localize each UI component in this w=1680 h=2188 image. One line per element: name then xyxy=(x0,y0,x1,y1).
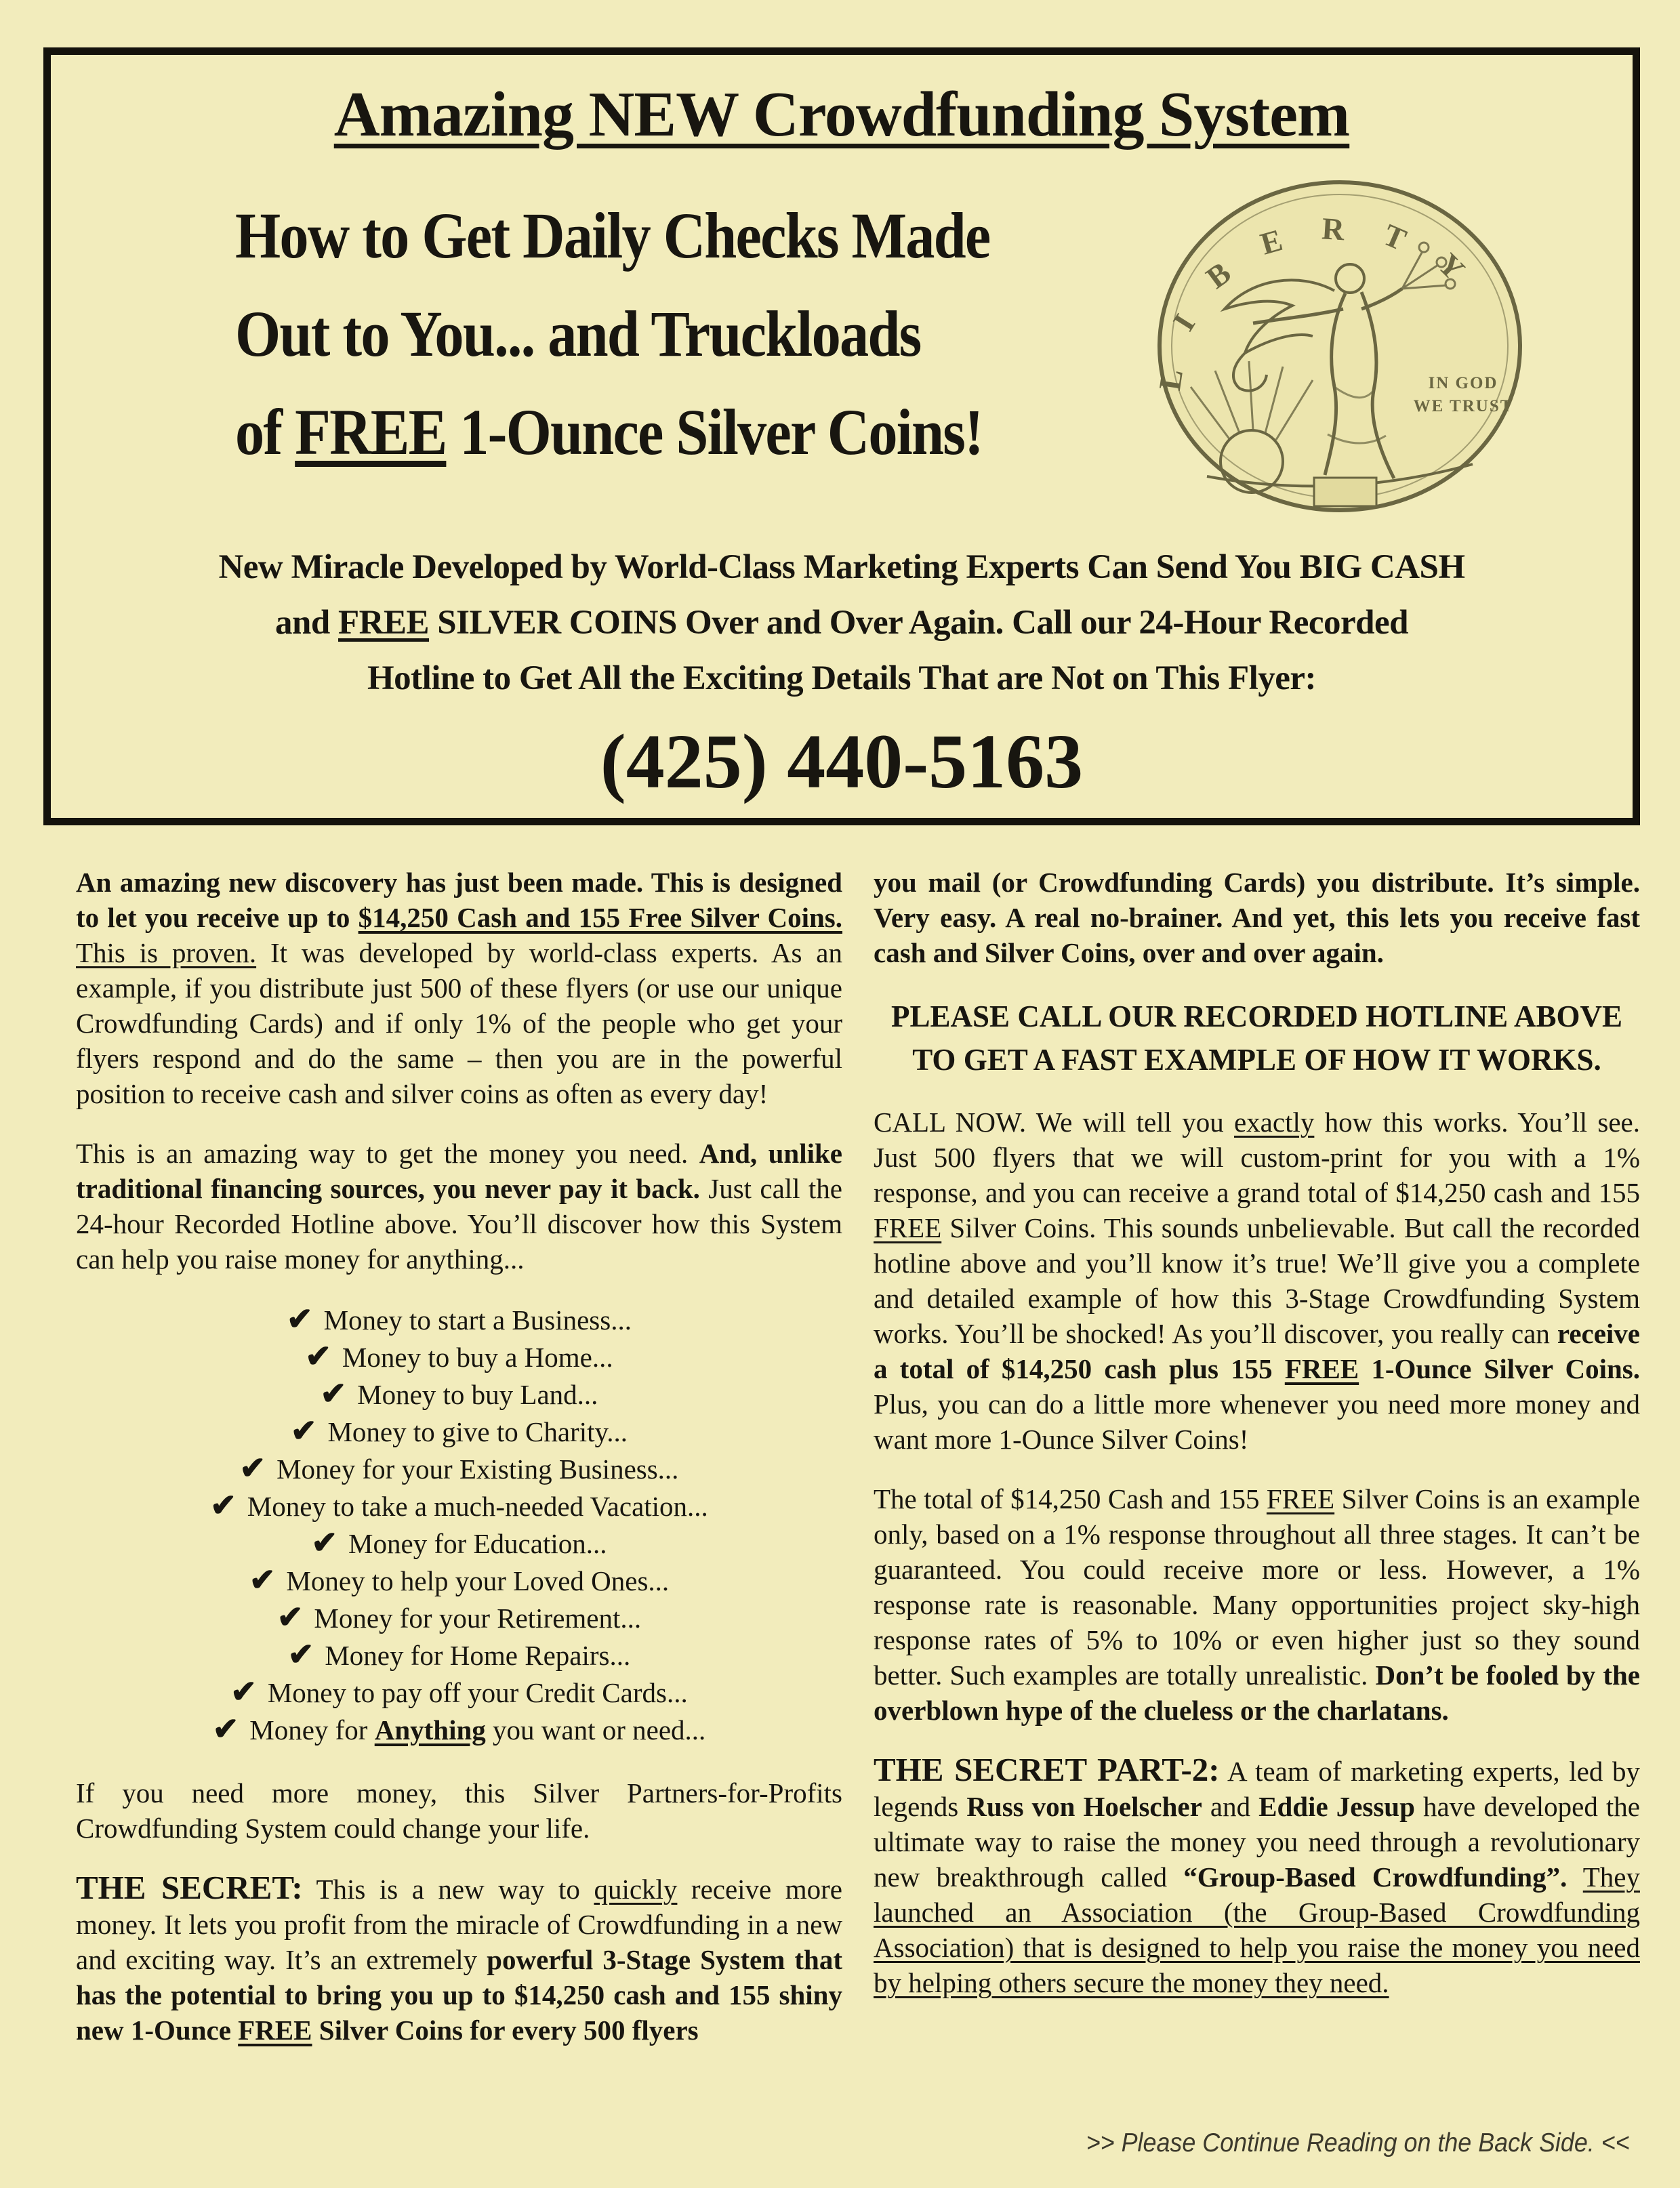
subtitle-line-3: Hotline to Get All the Exciting Details That are Not on This Flyer: xyxy=(367,659,1317,697)
checklist-item-label: Money to pay off your Credit Cards... xyxy=(267,1677,688,1708)
subtitle-line-1: New Miracle Developed by World-Class Marketing Experts Can Send You BIG CASH xyxy=(218,548,1465,586)
silver-coin-image xyxy=(1150,177,1530,519)
right-column xyxy=(874,865,1640,2072)
body-columns xyxy=(76,865,1640,2072)
call-now-paragraph: CALL NOW. We will tell you exactly how this works. You’ll see. Just 500 flyers that we will custom-print for you with a 1% response, and you can receive a grand total of $14,250 cash and 155 FREE Silver Coins. This sounds unbelievable. But call the recorded hotline above and you’ll know it’s true! We’ll give you a complete and detailed example of how this 3-Stage Crowdfunding System works. You’ll be shocked! As you’ll discover, you really can receive a total of $14,250 cash plus 155 FREE 1-Ounce Silver Coins. Plus, you can do a little more whenever you need more money and want more 1-Ounce Silver Coins! xyxy=(874,1107,1640,1455)
intro-paragraph: An amazing new discovery has just been made. This is designed to let you receive up to $14,250 Cash and 155 Free Silver Coins. This is proven. It was developed by world-class experts. As an example, if you distribute just 500 of these flyers (or use our unique Crowdfunding Cards) and if only 1% of the people who get your flyers respond and do the same – then you are in the powerful position to receive cash and silver coins as often as every day! xyxy=(76,867,842,1109)
never-pay-back-paragraph: This is an amazing way to get the money you need. And, unlike traditional financing sources, you never pay it back. Just call the 24-hour Recorded Hotline above. You’ll discover how this System can help you raise money for anything... xyxy=(76,1138,843,1275)
checkmark-icon: ✔ xyxy=(276,1600,304,1634)
checklist-item xyxy=(76,1711,842,1748)
checklist-item-label: Money to buy a Home... xyxy=(342,1342,613,1373)
checkmark-icon: ✔ xyxy=(230,1674,257,1709)
checkmark-icon: ✔ xyxy=(212,1712,239,1746)
checklist-item-label: Money to buy Land... xyxy=(357,1379,598,1410)
checklist-item xyxy=(76,1674,842,1711)
subtitle xyxy=(51,539,1633,706)
checklist-item xyxy=(76,1636,842,1674)
headline xyxy=(235,186,1059,519)
checklist-item-label: Money for your Existing Business... xyxy=(276,1453,679,1485)
disclaimer-paragraph: The total of $14,250 Cash and 155 FREE Silver Coins is an example only, based on a 1% response throughout all three stages. It can’t be guaranteed. You could receive more or less. However, a 1% response rate is reasonable. Many opportunities project sky-high response rates of 5% to 10% or even higher just so they sound better. Such examples are totally unrealistic. Don’t be fooled by the overblown hype of the clueless or the charlatans. xyxy=(874,1483,1641,1726)
checklist-item xyxy=(76,1525,842,1562)
checklist-item xyxy=(76,1450,842,1487)
call-hotline-heading: PLEASE CALL OUR RECORDED HOTLINE ABOVE TO GET A FAST EXAMPLE OF HOW IT WORKS. xyxy=(891,999,1622,1077)
checklist-item xyxy=(76,1599,842,1636)
checklist-item-label: Money for Home Repairs... xyxy=(325,1640,631,1671)
checklist-item-label: Money for your Retirement... xyxy=(314,1603,642,1634)
continuation-paragraph: you mail (or Crowdfunding Cards) you distribute. It’s simple. Very easy. A real no-brainer. And yet, this lets you receive fast cash and Silver Coins, over and over again. xyxy=(874,867,1640,968)
coin-motto-line2: WE TRUST xyxy=(1413,397,1513,415)
checkmark-icon: ✔ xyxy=(290,1413,317,1448)
checklist-item-label: Money to help your Loved Ones... xyxy=(286,1565,670,1596)
checklist-item-label: Money for Education... xyxy=(348,1528,607,1559)
headline-line-3: of FREE 1-Ounce Silver Coins! xyxy=(235,396,983,468)
checkmark-icon: ✔ xyxy=(239,1451,266,1485)
checklist-item xyxy=(76,1487,842,1525)
checkmark-icon: ✔ xyxy=(305,1339,331,1374)
headline-row xyxy=(51,186,1633,519)
checkmark-icon: ✔ xyxy=(210,1488,237,1523)
checkmark-icon: ✔ xyxy=(320,1376,347,1411)
checklist-item xyxy=(76,1301,842,1338)
coin-motto-line1: IN GOD xyxy=(1428,374,1498,392)
checkmark-icon: ✔ xyxy=(249,1563,276,1597)
continue-reading-note: >> Please Continue Reading on the Back Side. << xyxy=(1086,2128,1630,2158)
checklist-item xyxy=(76,1338,842,1376)
checkmark-icon: ✔ xyxy=(287,1302,313,1336)
coin-liberty-text: LIBERTY xyxy=(1152,211,1498,393)
change-your-life-paragraph: If you need more money, this Silver Partners-for-Profits Crowdfunding System could change your life. xyxy=(76,1777,842,1844)
the-secret-paragraph: THE SECRET: This is a new way to quickly receive more money. It lets you profit from the miracle of Crowdfunding in a new and exciting way. It’s an extremely powerful 3-Stage System that has the potential to bring you up to $14,250 cash and 155 shiny new 1-Ounce FREE Silver Coins for every 500 flyers xyxy=(76,1869,842,2046)
checkmark-icon: ✔ xyxy=(311,1525,338,1560)
flyer-title: Amazing NEW Crowdfunding System xyxy=(333,79,1350,150)
checklist-item xyxy=(76,1376,842,1413)
money-checklist xyxy=(76,1301,842,1748)
checklist-item xyxy=(76,1413,842,1450)
checkmark-icon: ✔ xyxy=(287,1637,314,1672)
subtitle-line-2: and FREE SILVER COINS Over and Over Again. Call our 24-Hour Recorded xyxy=(275,604,1408,642)
checklist-item-label: Money to give to Charity... xyxy=(327,1416,628,1447)
checklist-item-label: Money to take a much-needed Vacation... xyxy=(247,1491,708,1522)
left-column xyxy=(76,865,842,2072)
headline-line-2: Out to You... and Truckloads xyxy=(235,297,921,370)
checklist-item xyxy=(76,1562,842,1599)
secret-part2-paragraph: THE SECRET PART-2: A team of marketing experts, led by legends Russ von Hoelscher and Eddie Jessup have developed the ultimate way to raise the money you need through a revolutionary new breakthrough called “Group-Based Crowdfunding”. They launched an Association (the Group-Based Crowdfunding Association) that is designed to help you raise the money you need by helping others secure the money they need. xyxy=(874,1751,1640,1998)
headline-line-1: How to Get Daily Checks Made xyxy=(235,199,990,272)
checklist-item-label: Money to start a Business... xyxy=(323,1304,632,1336)
header-box xyxy=(43,47,1640,825)
hotline-phone-number: (425) 440-5163 xyxy=(600,718,1084,804)
walking-liberty-coin-icon xyxy=(1150,177,1530,516)
checklist-item-label: Money for Anything you want or need... xyxy=(249,1714,706,1746)
